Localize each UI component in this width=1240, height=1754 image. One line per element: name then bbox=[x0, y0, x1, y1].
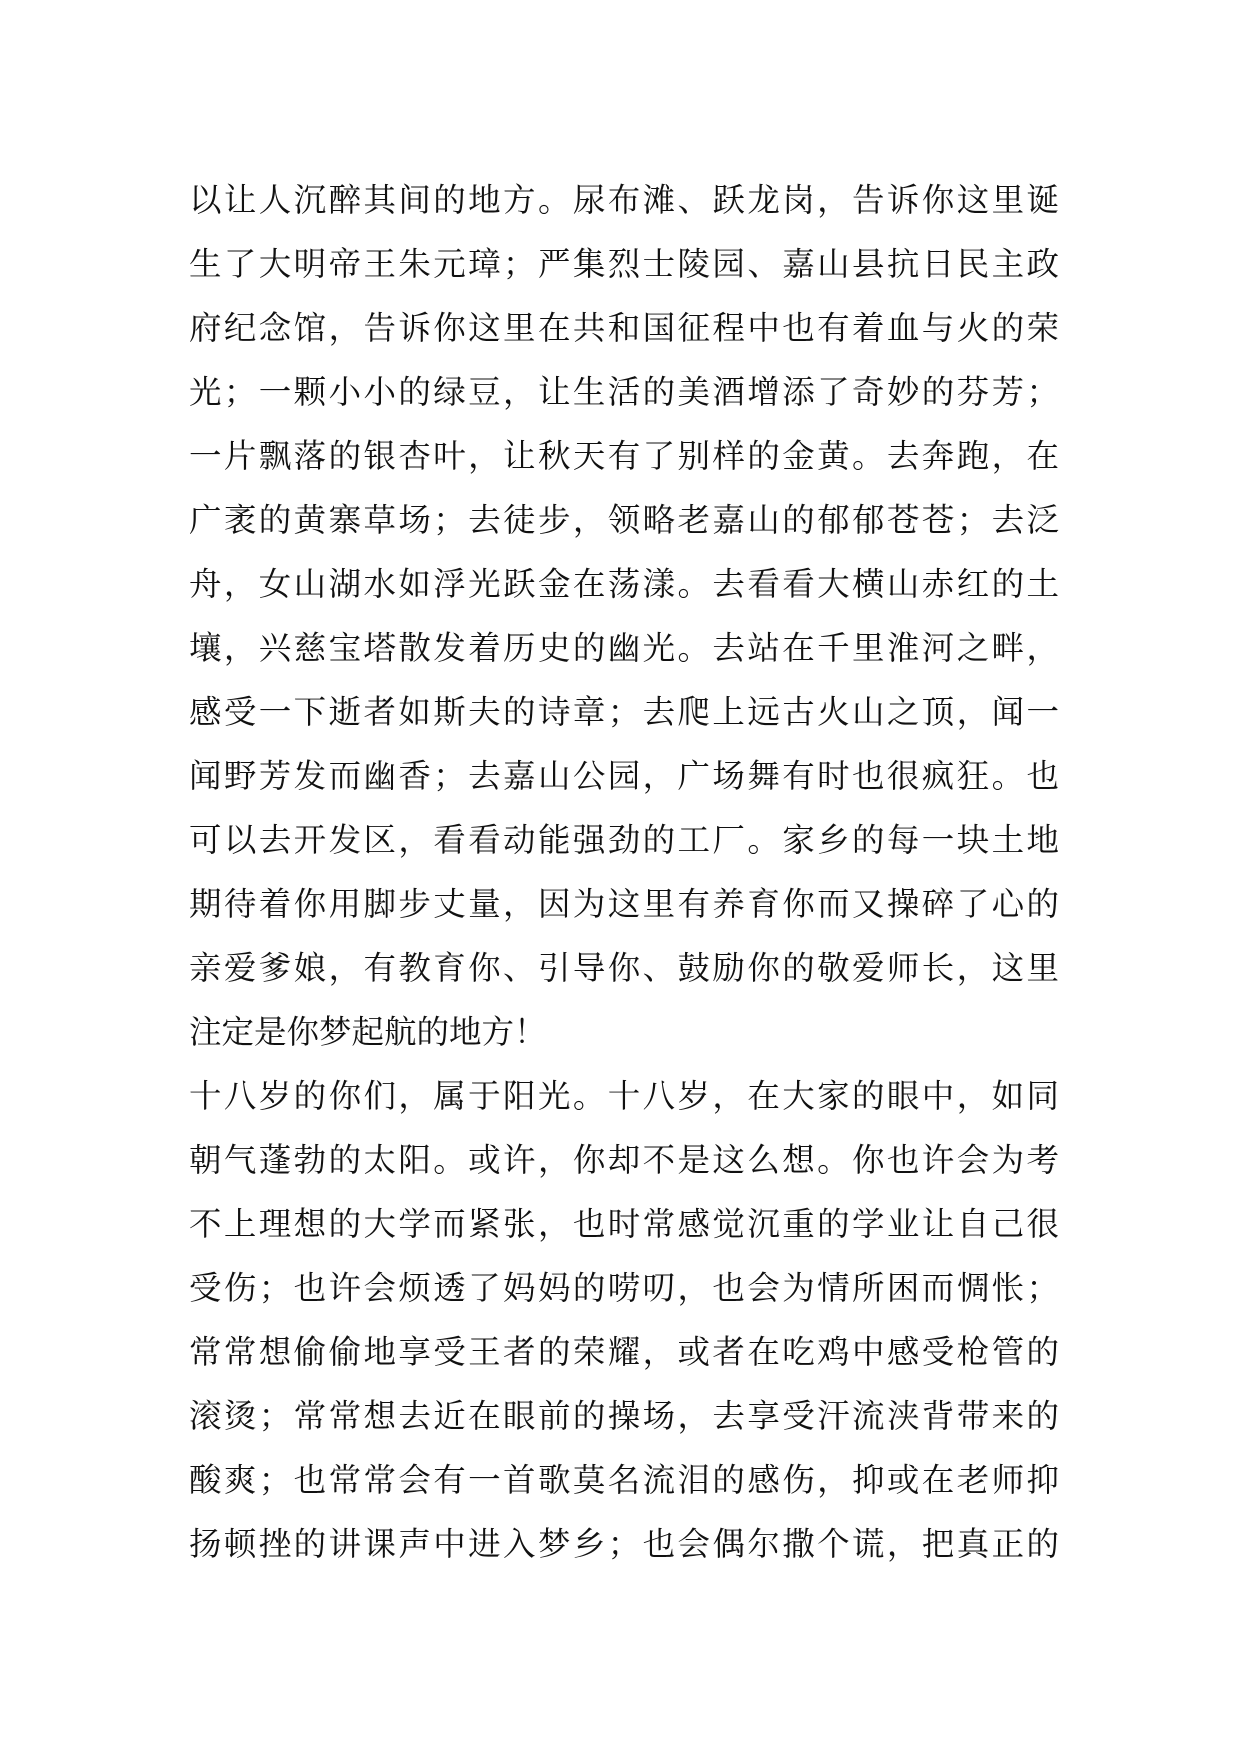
text-line: 扬顿挫的讲课声中进入梦乡；也会偶尔撒个谎，把真正的 bbox=[189, 1525, 1059, 1563]
text-line: 壤，兴慈宝塔散发着历史的幽光。去站在千里淮河之畔， bbox=[189, 629, 1059, 667]
text-line: 注定是你梦起航的地方！ bbox=[189, 1013, 547, 1051]
text-line: 常常想偷偷地享受王者的荣耀，或者在吃鸡中感受枪管的 bbox=[189, 1333, 1059, 1371]
text-line: 酸爽；也常常会有一首歌莫名流泪的感伤，抑或在老师抑 bbox=[189, 1461, 1059, 1499]
text-line: 朝气蓬勃的太阳。或许，你却不是这么想。你也许会为考 bbox=[189, 1141, 1059, 1179]
text-line: 感受一下逝者如斯夫的诗章；去爬上远古火山之顶，闻一 bbox=[189, 693, 1059, 731]
text-line: 闻野芳发而幽香；去嘉山公园，广场舞有时也很疯狂。也 bbox=[189, 757, 1059, 795]
paragraph-hometown bbox=[189, 168, 1059, 1064]
text-line: 生了大明帝王朱元璋；严集烈士陵园、嘉山县抗日民主政 bbox=[189, 245, 1059, 283]
body-text bbox=[189, 168, 1059, 1576]
text-line: 府纪念馆，告诉你这里在共和国征程中也有着血与火的荣 bbox=[189, 309, 1059, 347]
text-line: 以让人沉醉其间的地方。尿布滩、跃龙岗，告诉你这里诞 bbox=[189, 181, 1059, 219]
text-line: 十八岁的你们，属于阳光。十八岁，在大家的眼中，如同 bbox=[189, 1077, 1059, 1115]
text-line: 亲爱爹娘，有教育你、引导你、鼓励你的敬爱师长，这里 bbox=[189, 949, 1059, 987]
text-line: 期待着你用脚步丈量，因为这里有养育你而又操碎了心的 bbox=[189, 885, 1059, 923]
text-line: 一片飘落的银杏叶，让秋天有了别样的金黄。去奔跑，在 bbox=[189, 437, 1059, 475]
text-line: 可以去开发区，看看动能强劲的工厂。家乡的每一块土地 bbox=[189, 821, 1059, 859]
text-line: 舟，女山湖水如浮光跃金在荡漾。去看看大横山赤红的土 bbox=[189, 565, 1059, 603]
text-line: 光；一颗小小的绿豆，让生活的美酒增添了奇妙的芬芳； bbox=[189, 373, 1059, 411]
text-line: 滚烫；常常想去近在眼前的操场，去享受汗流浃背带来的 bbox=[189, 1397, 1059, 1435]
paragraph-eighteen bbox=[189, 1064, 1059, 1576]
text-line: 广袤的黄寨草场；去徒步，领略老嘉山的郁郁苍苍；去泛 bbox=[189, 501, 1059, 539]
text-line: 受伤；也许会烦透了妈妈的唠叨，也会为情所困而惆怅； bbox=[189, 1269, 1059, 1307]
text-line: 不上理想的大学而紧张，也时常感觉沉重的学业让自己很 bbox=[189, 1205, 1059, 1243]
